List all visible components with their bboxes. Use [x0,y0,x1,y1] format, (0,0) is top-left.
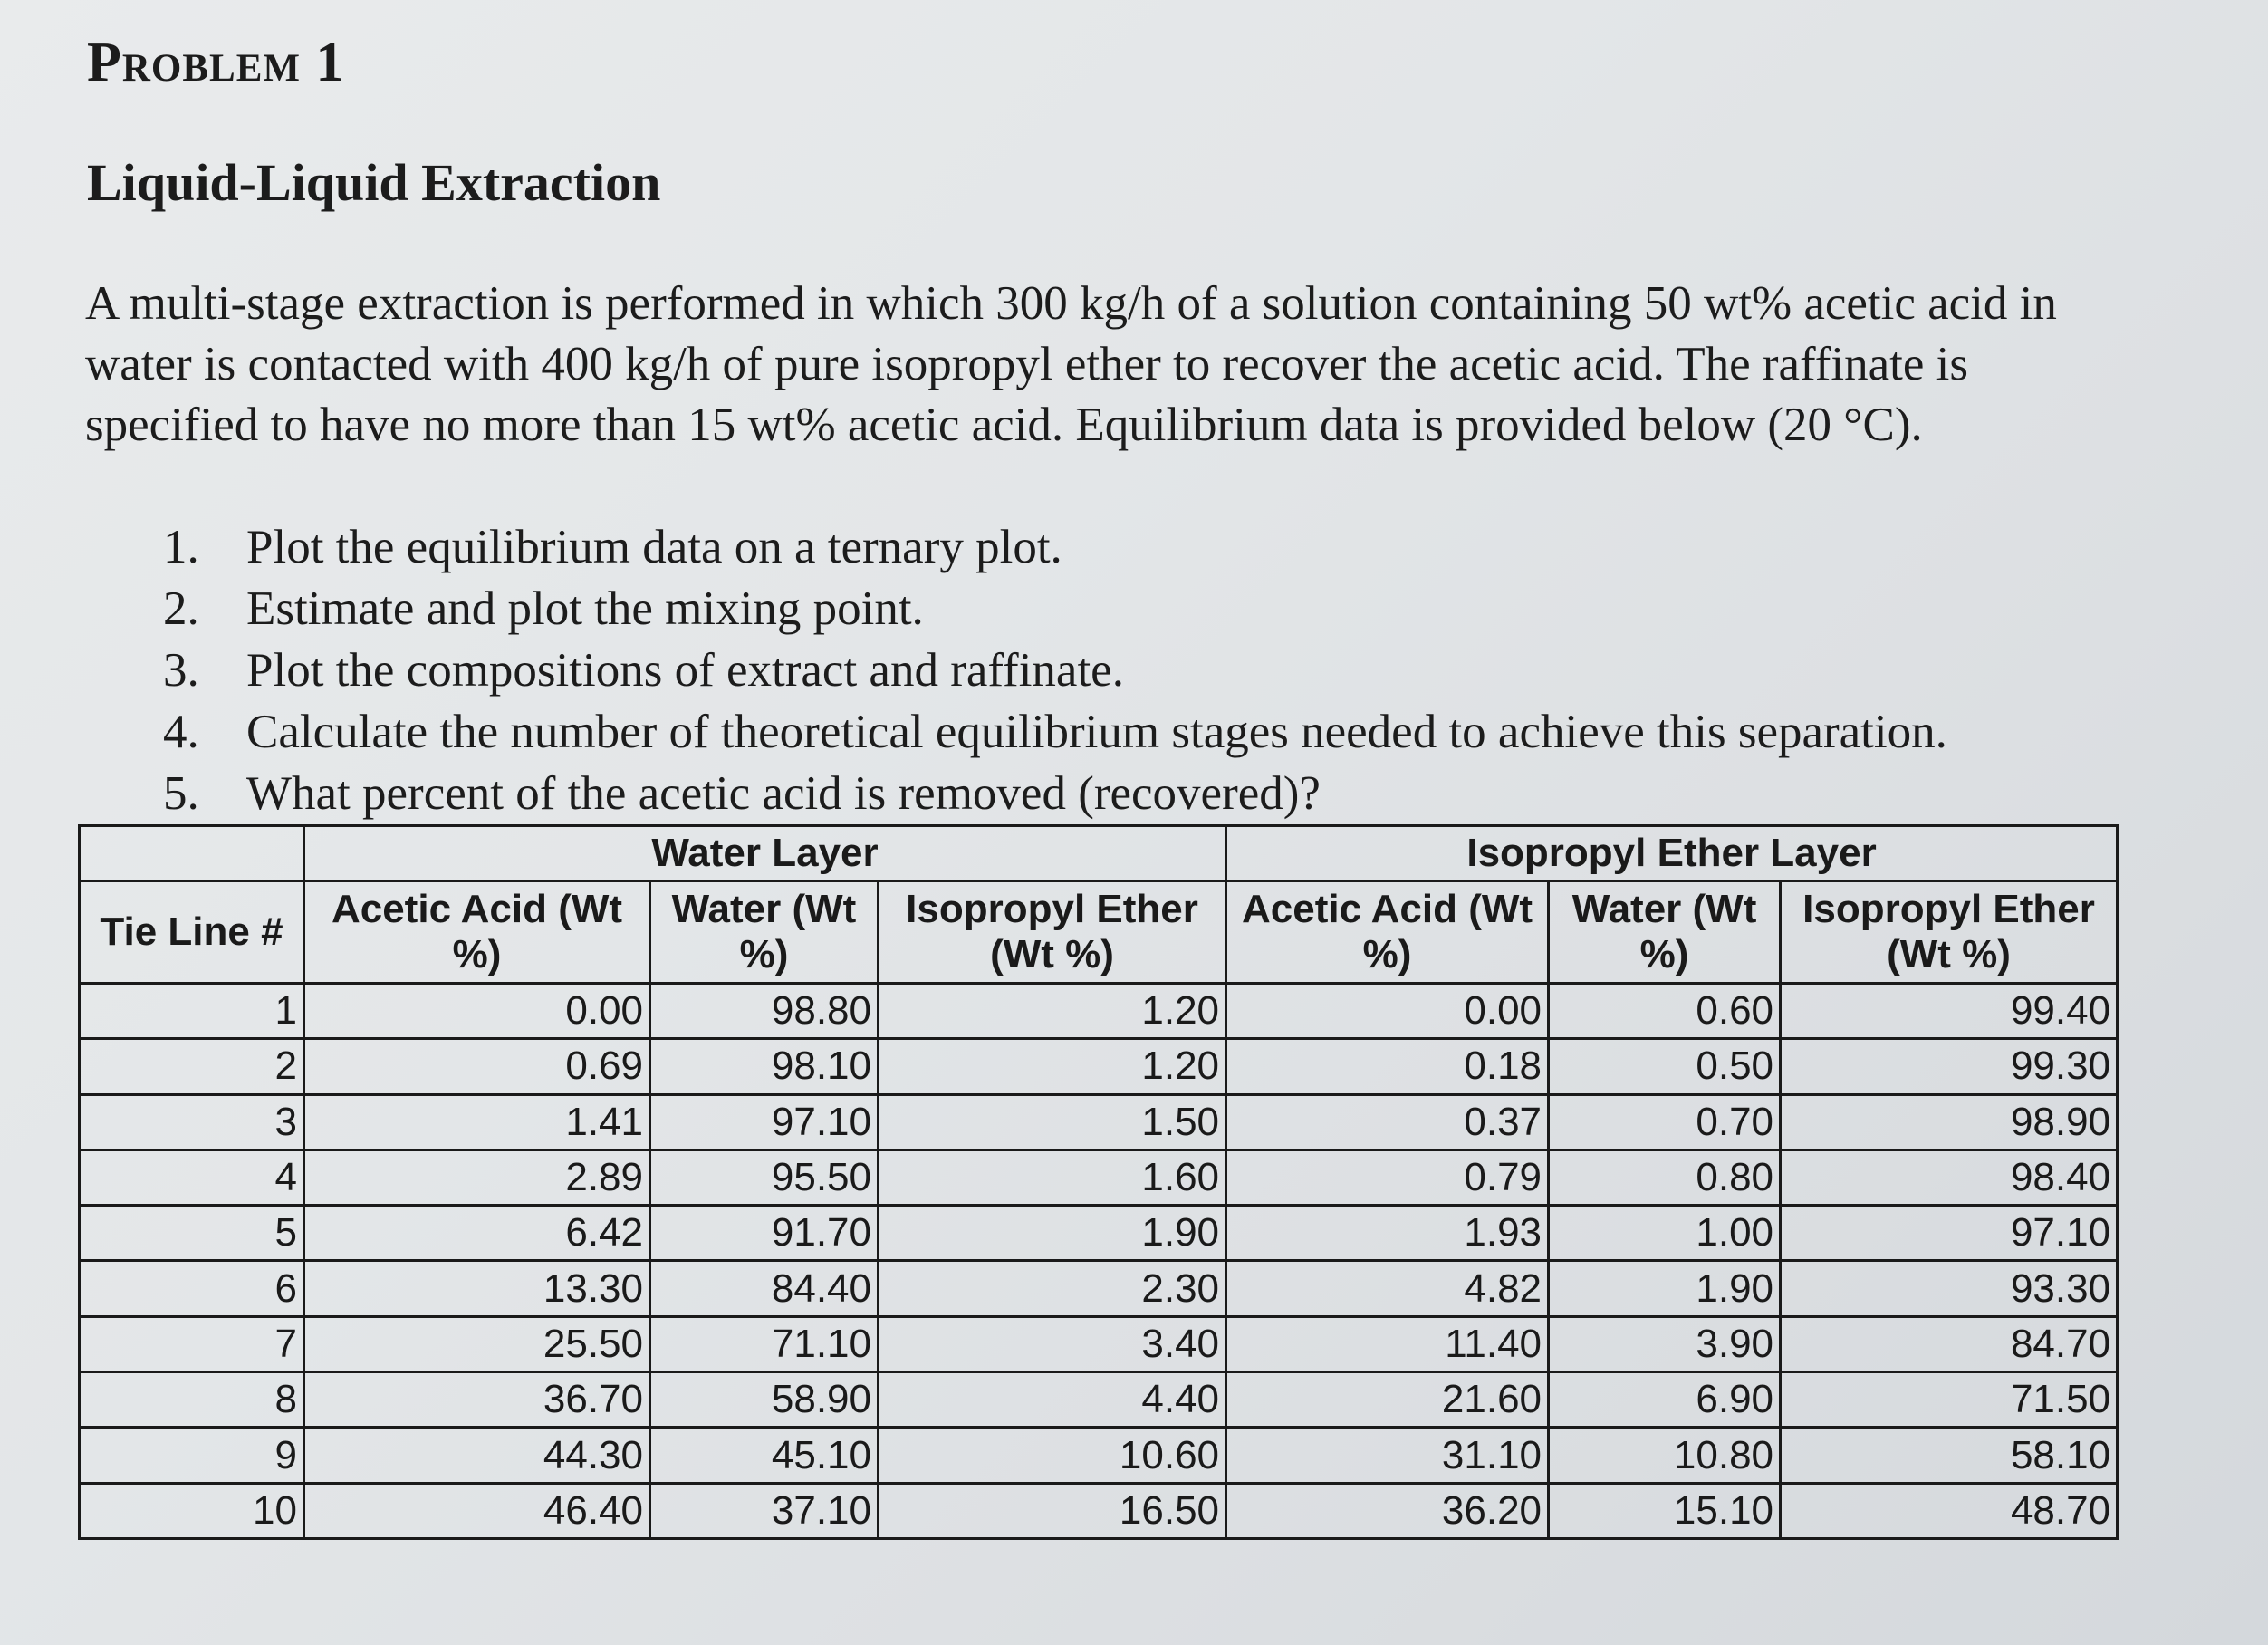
task-number: 3. [163,644,199,697]
water-acetic-cell: 2.89 [304,1150,650,1205]
task-text: Estimate and plot the mixing point. [246,582,924,635]
task-text: What percent of the acetic acid is removed (recovered)? [246,767,1321,820]
water-ether-cell: 1.60 [879,1150,1226,1205]
tie-line-cell: 7 [80,1316,304,1371]
table-row [80,1316,2118,1371]
column-header-row [80,881,2118,984]
ether-water-cell: 0.50 [1549,1039,1781,1094]
table-row [80,1428,2118,1483]
ether-water-cell: 1.00 [1549,1206,1781,1261]
ether-acetic-cell: 36.20 [1226,1483,1549,1538]
col-water-acetic-acid: Acetic Acid (Wt %) [304,881,650,984]
ether-ether-cell: 97.10 [1781,1206,2118,1261]
ether-ether-cell: 58.10 [1781,1428,2118,1483]
task-number: 1. [163,521,199,573]
ether-ether-cell: 71.50 [1781,1372,2118,1428]
table-body [80,984,2118,1539]
ether-ether-cell: 99.30 [1781,1039,2118,1094]
water-ether-cell: 4.40 [879,1372,1226,1428]
problem-subheading: Liquid-Liquid Extraction [87,153,661,212]
ether-acetic-cell: 0.79 [1226,1150,1549,1205]
water-ether-cell: 2.30 [879,1261,1226,1316]
water-water-cell: 97.10 [650,1094,879,1150]
col-tie-line: Tie Line # [80,881,304,984]
task-item [163,578,1947,640]
water-water-cell: 37.10 [650,1483,879,1538]
ether-acetic-cell: 0.00 [1226,984,1549,1039]
task-number: 2. [163,582,199,635]
ether-water-cell: 3.90 [1549,1316,1781,1371]
water-acetic-cell: 6.42 [304,1206,650,1261]
table-row [80,1094,2118,1150]
corner-cell [80,826,304,881]
water-ether-cell: 1.20 [879,1039,1226,1094]
ether-acetic-cell: 11.40 [1226,1316,1549,1371]
water-ether-cell: 3.40 [879,1316,1226,1371]
tie-line-cell: 10 [80,1483,304,1538]
ether-water-cell: 1.90 [1549,1261,1781,1316]
task-item [163,640,1947,701]
ether-water-cell: 15.10 [1549,1483,1781,1538]
col-water-isopropyl-ether: Isopropyl Ether (Wt %) [879,881,1226,984]
water-acetic-cell: 36.70 [304,1372,650,1428]
water-acetic-cell: 0.00 [304,984,650,1039]
task-item [163,701,1947,763]
ether-ether-cell: 98.90 [1781,1094,2118,1150]
ether-acetic-cell: 21.60 [1226,1372,1549,1428]
water-water-cell: 71.10 [650,1316,879,1371]
water-water-cell: 95.50 [650,1150,879,1205]
table-row [80,1261,2118,1316]
table-row [80,1150,2118,1205]
water-ether-cell: 1.50 [879,1094,1226,1150]
ether-water-cell: 0.80 [1549,1150,1781,1205]
col-ether-water: Water (Wt %) [1549,881,1781,984]
tie-line-cell: 2 [80,1039,304,1094]
table-row [80,1039,2118,1094]
ether-ether-cell: 48.70 [1781,1483,2118,1538]
task-item [163,763,1947,824]
water-ether-cell: 1.90 [879,1206,1226,1261]
ether-water-cell: 0.70 [1549,1094,1781,1150]
task-text: Plot the compositions of extract and raffinate. [246,644,1124,697]
water-ether-cell: 10.60 [879,1428,1226,1483]
task-item [163,516,1947,578]
water-water-cell: 58.90 [650,1372,879,1428]
ether-ether-cell: 99.40 [1781,984,2118,1039]
water-acetic-cell: 44.30 [304,1428,650,1483]
task-number: 4. [163,706,199,758]
water-ether-cell: 1.20 [879,984,1226,1039]
tie-line-cell: 1 [80,984,304,1039]
tie-line-cell: 5 [80,1206,304,1261]
ether-ether-cell: 98.40 [1781,1150,2118,1205]
water-acetic-cell: 1.41 [304,1094,650,1150]
task-list [163,516,1947,824]
ether-acetic-cell: 0.37 [1226,1094,1549,1150]
water-acetic-cell: 46.40 [304,1483,650,1538]
water-water-cell: 84.40 [650,1261,879,1316]
water-layer-header: Water Layer [304,826,1226,881]
tie-line-cell: 4 [80,1150,304,1205]
ether-water-cell: 6.90 [1549,1372,1781,1428]
tie-line-cell: 9 [80,1428,304,1483]
ether-layer-header: Isopropyl Ether Layer [1226,826,2118,881]
problem-statement: A multi-stage extraction is performed in which 300 kg/h of a solution containing 50 wt% acetic acid in water is contacted with 400 kg/h of pure isopropyl ether to recover the acetic acid. The raffinate is specified to have no more than 15 wt% acetic acid. Equilibrium data is provided below (20 °C). [85,277,2057,451]
water-water-cell: 98.10 [650,1039,879,1094]
table-row [80,1206,2118,1261]
tie-line-cell: 3 [80,1094,304,1150]
tie-line-cell: 8 [80,1372,304,1428]
tie-line-cell: 6 [80,1261,304,1316]
ether-ether-cell: 84.70 [1781,1316,2118,1371]
ether-water-cell: 0.60 [1549,984,1781,1039]
task-number: 5. [163,767,199,820]
col-ether-isopropyl-ether: Isopropyl Ether (Wt %) [1781,881,2118,984]
task-text: Calculate the number of theoretical equilibrium stages needed to achieve this separation. [246,706,1947,758]
table-row [80,1483,2118,1538]
table-row [80,984,2118,1039]
water-acetic-cell: 0.69 [304,1039,650,1094]
water-water-cell: 98.80 [650,984,879,1039]
problem-heading: Problem 1 [87,32,345,93]
ether-acetic-cell: 4.82 [1226,1261,1549,1316]
task-text: Plot the equilibrium data on a ternary plot. [246,521,1062,573]
water-ether-cell: 16.50 [879,1483,1226,1538]
water-acetic-cell: 13.30 [304,1261,650,1316]
group-header-row [80,826,2118,881]
ether-acetic-cell: 0.18 [1226,1039,1549,1094]
ether-acetic-cell: 1.93 [1226,1206,1549,1261]
water-acetic-cell: 25.50 [304,1316,650,1371]
equilibrium-data-table [78,824,2119,1540]
col-ether-acetic-acid: Acetic Acid (Wt %) [1226,881,1549,984]
ether-acetic-cell: 31.10 [1226,1428,1549,1483]
table-row [80,1372,2118,1428]
col-water-water: Water (Wt %) [650,881,879,984]
ether-water-cell: 10.80 [1549,1428,1781,1483]
water-water-cell: 91.70 [650,1206,879,1261]
water-water-cell: 45.10 [650,1428,879,1483]
ether-ether-cell: 93.30 [1781,1261,2118,1316]
